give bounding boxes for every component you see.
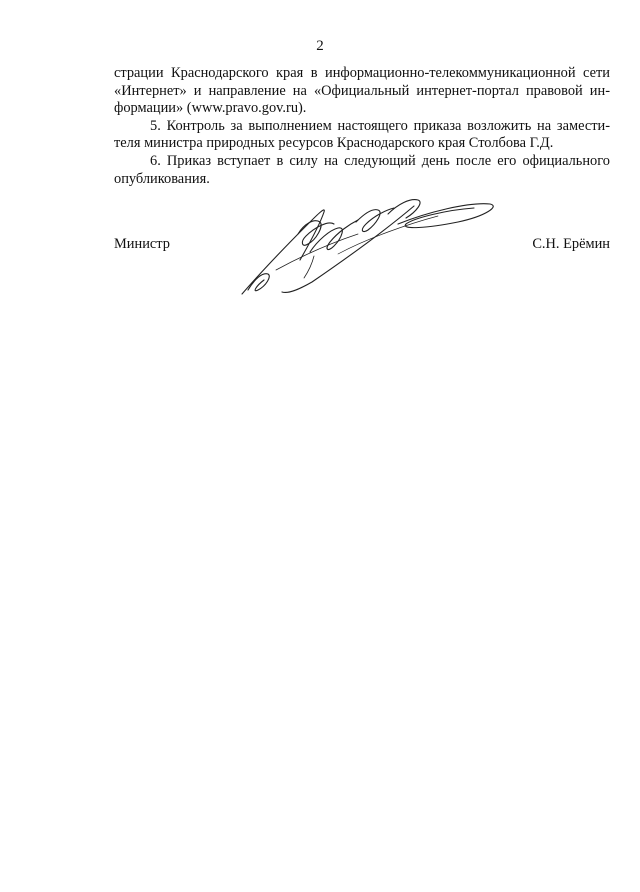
- paragraph-6: [114, 153, 610, 188]
- text-line: формации» (www.pravo.gov.ru).: [114, 100, 307, 117]
- page-number: 2: [316, 38, 324, 54]
- document-body: [114, 65, 610, 188]
- text-line: 6. Приказ вступает в силу на следующий день после его официального: [150, 152, 610, 169]
- text-line: теля министра природных ресурсов Краснодарского края Столбова Г.Д.: [114, 135, 554, 152]
- paragraph-5: [114, 118, 610, 153]
- signatory-name: С.Н. Ерёмин: [532, 236, 610, 252]
- text-line: 5. Контроль за выполнением настоящего приказа возложить на замести-: [150, 117, 610, 134]
- handwritten-signature: [238, 194, 498, 298]
- signatory-title: Министр: [114, 236, 170, 252]
- paragraph-continuation: [114, 65, 610, 118]
- text-line: опубликования.: [114, 170, 210, 187]
- text-line: «Интернет» и направление на «Официальный интернет-портал правовой ин-: [114, 82, 610, 99]
- text-line: страции Краснодарского края в информационно-телекоммуникационной сети: [114, 65, 610, 81]
